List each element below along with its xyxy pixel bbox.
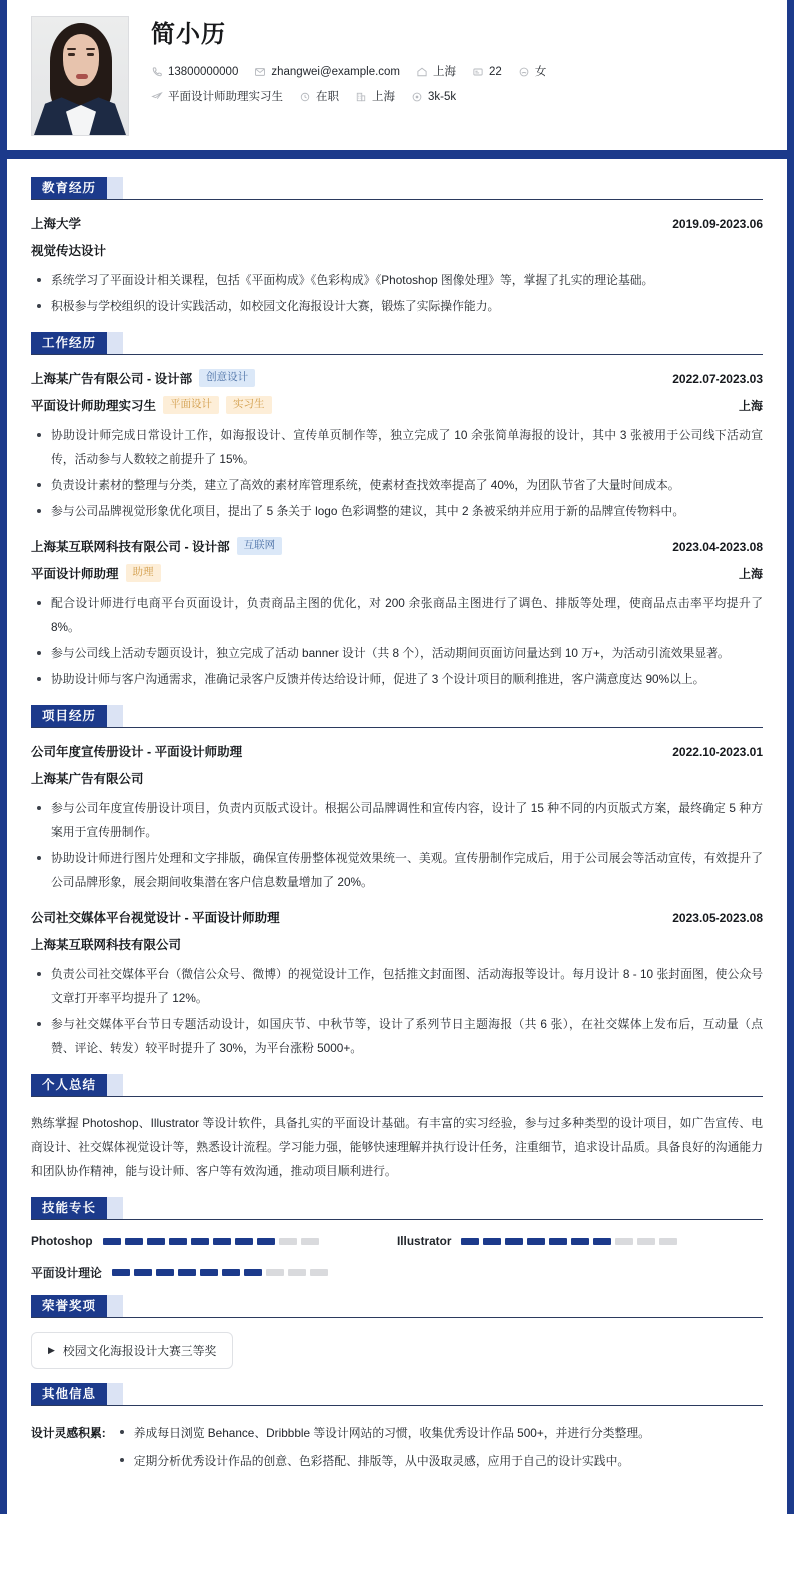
section-header-other bbox=[31, 1383, 763, 1406]
triangle-right-icon: ▶ bbox=[48, 1345, 55, 1355]
paper-plane-icon bbox=[151, 91, 163, 103]
status-badge: 平面设计 bbox=[163, 396, 219, 414]
skill-segment bbox=[549, 1238, 567, 1245]
skill-segment bbox=[571, 1238, 589, 1245]
work-location: 上海 bbox=[738, 567, 763, 581]
skill-segment bbox=[125, 1238, 143, 1245]
list-item: 积极参与学校组织的设计实践活动，如校园文化海报设计大赛，锻炼了实际操作能力。 bbox=[31, 294, 763, 318]
section-rule bbox=[123, 1295, 763, 1317]
list-item: 负责设计素材的整理与分类，建立了高效的素材库管理系统，使素材查找效率提高了 40%，为团队节省了大量时间成本。 bbox=[31, 473, 763, 497]
section-rule bbox=[123, 1383, 763, 1405]
list-item: 协助设计师完成日常设计工作，如海报设计、宣传单页制作等，独立完成了 10 余张简单海报的设计，其中 3 张被用于公司线下活动宣传，活动参与人数较之前提升了 15%。 bbox=[31, 423, 763, 471]
project-company: 上海某互联网科技有限公司 bbox=[31, 938, 182, 952]
status-badge: 创意设计 bbox=[199, 369, 255, 387]
list-item: 参与公司线上活动专题页设计，独立完成了活动 banner 设计（共 8 个），活动期间页面访问量达到 10 万+，为活动引流效果显著。 bbox=[31, 641, 763, 665]
project-bullets bbox=[31, 962, 763, 1060]
skill-segment bbox=[310, 1269, 328, 1276]
education-bullets bbox=[31, 268, 763, 318]
list-item: 参与公司品牌视觉形象优化项目，提出了 5 条关于 logo 色彩调整的建议，其中 2 条被采纳并应用于新的品牌宣传物料中。 bbox=[31, 499, 763, 523]
photo-brow-right bbox=[86, 48, 95, 50]
section-header-projects bbox=[31, 705, 763, 728]
section-rule bbox=[123, 177, 763, 199]
header-main bbox=[151, 16, 763, 114]
skill-segment bbox=[244, 1269, 262, 1276]
candidate-name: 简小历 bbox=[151, 21, 226, 48]
skills-grid bbox=[31, 1234, 763, 1281]
work-role-group bbox=[31, 396, 272, 414]
section-accent bbox=[107, 1074, 123, 1096]
photo-mouth bbox=[76, 74, 88, 79]
resume-body bbox=[7, 159, 787, 1496]
section-title-education: 教育经历 bbox=[31, 177, 107, 199]
other-group-label: 设计灵感积累: bbox=[31, 1426, 106, 1440]
project-title-row bbox=[31, 742, 763, 760]
job-intent-text: 平面设计师助理实习生 bbox=[168, 91, 283, 104]
skill-segment bbox=[169, 1238, 187, 1245]
photo-brow-left bbox=[67, 48, 76, 50]
other-bullets bbox=[114, 1420, 763, 1476]
skill-segment bbox=[637, 1238, 655, 1245]
skill-item bbox=[31, 1264, 397, 1281]
project-title-group bbox=[31, 742, 242, 760]
work-company-group bbox=[31, 369, 255, 387]
other-group bbox=[31, 1420, 763, 1476]
section-accent bbox=[107, 332, 123, 354]
skill-segment bbox=[235, 1238, 253, 1245]
education-entry bbox=[31, 214, 763, 318]
summary-text: 熟练掌握 Photoshop、Illustrator 等设计软件，具备扎实的平面设计基础。有丰富的实习经验，参与过多种类型的设计项目，如广告宣传、电商设计、社交媒体视觉设计等，熟悉设计流程。学习能力强，能够快速理解并执行设计任务，注重细节，追求设计品质。具备良好的沟通能力和团队协作精神，能与设计师、客户等有效沟通，推动项目顺利进行。 bbox=[31, 1116, 763, 1178]
section-accent bbox=[107, 1197, 123, 1219]
section-title-honors: 荣誉奖项 bbox=[31, 1295, 107, 1317]
section-accent bbox=[107, 1295, 123, 1317]
project-company-row bbox=[31, 935, 763, 953]
section-honors bbox=[31, 1295, 763, 1369]
contact-age-text: 22 bbox=[489, 66, 502, 79]
education-school: 上海大学 bbox=[31, 217, 82, 231]
contact-phone-text: 13800000000 bbox=[168, 66, 239, 79]
project-company-row bbox=[31, 769, 763, 787]
section-header-summary bbox=[31, 1074, 763, 1097]
contact-email bbox=[254, 64, 400, 80]
section-rule bbox=[123, 1197, 763, 1219]
job-status-text: 在职 bbox=[316, 91, 339, 104]
work-role: 平面设计师助理 bbox=[31, 567, 119, 581]
project-date: 2023.05-2023.08 bbox=[672, 911, 763, 925]
project-title-row bbox=[31, 908, 763, 926]
section-skills bbox=[31, 1197, 763, 1281]
skill-segment bbox=[483, 1238, 501, 1245]
skill-segment bbox=[147, 1238, 165, 1245]
section-rule bbox=[123, 1074, 763, 1096]
work-company: 上海某互联网科技有限公司 - 设计部 bbox=[31, 540, 230, 554]
contact-row-primary bbox=[151, 64, 763, 80]
status-badge: 助理 bbox=[126, 564, 161, 582]
section-summary bbox=[31, 1074, 763, 1183]
list-item: 配合设计师进行电商平台页面设计，负责商品主图的优化，对 200 余张商品主图进行了调色、排版等处理，使商品点击率平均提升了 8%。 bbox=[31, 591, 763, 639]
section-rule bbox=[123, 332, 763, 354]
skill-segment bbox=[213, 1238, 231, 1245]
job-city bbox=[355, 89, 395, 105]
gender-icon bbox=[518, 66, 530, 78]
mail-icon bbox=[254, 66, 266, 78]
list-item: 参与公司年度宣传册设计项目，负责内页版式设计。根据公司品牌调性和宣传内容，设计了 15 种不同的内页版式方案，最终确定 5 种方案用于宣传册制作。 bbox=[31, 796, 763, 844]
honor-text: 校园文化海报设计大赛三等奖 bbox=[62, 1344, 217, 1358]
expected-salary-text: 3k-5k bbox=[428, 91, 457, 104]
skill-segment bbox=[279, 1238, 297, 1245]
skill-segment bbox=[659, 1238, 677, 1245]
work-role-group bbox=[31, 564, 161, 582]
project-bullets bbox=[31, 796, 763, 894]
education-school-group bbox=[31, 214, 81, 232]
section-title-skills: 技能专长 bbox=[31, 1197, 107, 1219]
project-title-group bbox=[31, 908, 280, 926]
status-badge: 互联网 bbox=[237, 537, 283, 555]
work-role: 平面设计师助理实习生 bbox=[31, 399, 157, 413]
section-title-work: 工作经历 bbox=[31, 332, 107, 354]
work-company-row bbox=[31, 369, 763, 387]
avatar bbox=[31, 16, 129, 136]
skill-segment bbox=[257, 1238, 275, 1245]
section-title-summary: 个人总结 bbox=[31, 1074, 107, 1096]
section-accent bbox=[107, 1383, 123, 1405]
phone-icon bbox=[151, 66, 163, 78]
project-name: 公司年度宣传册设计 - 平面设计师助理 bbox=[31, 745, 243, 759]
work-company-group bbox=[31, 537, 282, 555]
skill-segment bbox=[266, 1269, 284, 1276]
skill-segment bbox=[527, 1238, 545, 1245]
skill-level-bar bbox=[461, 1238, 677, 1245]
skill-segment bbox=[191, 1238, 209, 1245]
skill-segment bbox=[288, 1269, 306, 1276]
list-item: 定期分析优秀设计作品的创意、色彩搭配、排版等，从中汲取灵感，应用于自己的设计实践中。 bbox=[114, 1448, 763, 1474]
list-item: 协助设计师进行图片处理和文字排版，确保宣传册整体视觉效果统一、美观。宣传册制作完成后，用于公司展会等活动宣传，有效提升了公司品牌形象，展会期间收集潜在客户信息数量增加了 20%。 bbox=[31, 846, 763, 894]
list-item: 养成每日浏览 Behance、Dribbble 等设计网站的习惯，收集优秀设计作品 500+，并进行分类整理。 bbox=[114, 1420, 763, 1446]
education-major: 视觉传达设计 bbox=[31, 244, 107, 258]
work-entry bbox=[31, 369, 763, 523]
skill-label: Photoshop bbox=[31, 1234, 93, 1248]
project-company: 上海某广告有限公司 bbox=[31, 772, 144, 786]
contact-row-secondary bbox=[151, 89, 763, 105]
skill-label: 平面设计理论 bbox=[31, 1266, 102, 1280]
skill-level-bar bbox=[103, 1238, 319, 1245]
contact-age bbox=[472, 64, 502, 80]
status-circle-icon bbox=[299, 91, 311, 103]
list-item: 系统学习了平面设计相关课程，包括《平面构成》《色彩构成》《Photoshop 图像处理》等，掌握了扎实的理论基础。 bbox=[31, 268, 763, 292]
project-entry bbox=[31, 742, 763, 894]
section-projects bbox=[31, 705, 763, 1060]
work-bullets bbox=[31, 423, 763, 523]
section-header-skills bbox=[31, 1197, 763, 1220]
contact-hometown bbox=[416, 64, 456, 80]
skill-segment bbox=[134, 1269, 152, 1276]
skill-label: Illustrator bbox=[397, 1234, 452, 1248]
skill-segment bbox=[178, 1269, 196, 1276]
skill-segment bbox=[461, 1238, 479, 1245]
education-major-row bbox=[31, 241, 763, 259]
skill-level-bar bbox=[112, 1269, 328, 1276]
skill-item bbox=[31, 1234, 397, 1248]
education-date: 2019.09-2023.06 bbox=[672, 217, 763, 231]
section-accent bbox=[107, 705, 123, 727]
work-bullets bbox=[31, 591, 763, 691]
id-card-icon bbox=[472, 66, 484, 78]
work-entry bbox=[31, 537, 763, 691]
work-role-row bbox=[31, 564, 763, 582]
skill-segment bbox=[112, 1269, 130, 1276]
section-education bbox=[31, 177, 763, 318]
building-icon bbox=[355, 91, 367, 103]
home-icon bbox=[416, 66, 428, 78]
skill-segment bbox=[222, 1269, 240, 1276]
education-entry-header bbox=[31, 214, 763, 232]
honor-list bbox=[31, 1332, 763, 1369]
section-header-work bbox=[31, 332, 763, 355]
skill-segment bbox=[615, 1238, 633, 1245]
skill-segment bbox=[593, 1238, 611, 1245]
contact-gender-text: 女 bbox=[534, 66, 547, 79]
work-date: 2023.04-2023.08 bbox=[672, 540, 763, 554]
skill-item bbox=[397, 1234, 763, 1248]
skill-segment bbox=[301, 1238, 319, 1245]
resume-header bbox=[7, 0, 787, 159]
section-header-honors bbox=[31, 1295, 763, 1318]
section-title-projects: 项目经历 bbox=[31, 705, 107, 727]
work-date: 2022.07-2023.03 bbox=[672, 372, 763, 386]
honor-card[interactable] bbox=[31, 1332, 233, 1369]
skill-segment bbox=[156, 1269, 174, 1276]
expected-salary bbox=[411, 89, 456, 105]
list-item: 负责公司社交媒体平台（微信公众号、微博）的视觉设计工作，包括推文封面图、活动海报等设计。每月设计 8 - 10 张封面图，使公众号文章打开率平均提升了 12%。 bbox=[31, 962, 763, 1010]
list-item: 协助设计师与客户沟通需求，准确记录客户反馈并传达给设计师，促进了 3 个设计项目的顺利推进，客户满意度达 90%以上。 bbox=[31, 667, 763, 691]
job-intent bbox=[151, 89, 283, 105]
contact-gender bbox=[518, 64, 547, 80]
section-work bbox=[31, 332, 763, 691]
section-header-education bbox=[31, 177, 763, 200]
contact-email-text: zhangwei@example.com bbox=[271, 66, 401, 79]
project-entry bbox=[31, 908, 763, 1060]
section-title-other: 其他信息 bbox=[31, 1383, 107, 1405]
job-status bbox=[299, 89, 339, 105]
work-role-row bbox=[31, 396, 763, 414]
skill-segment bbox=[103, 1238, 121, 1245]
contact-hometown-text: 上海 bbox=[433, 66, 457, 79]
work-company-row bbox=[31, 537, 763, 555]
status-badge: 实习生 bbox=[226, 396, 272, 414]
section-accent bbox=[107, 177, 123, 199]
list-item: 参与社交媒体平台节日专题活动设计，如国庆节、中秋节等，设计了系列节日主题海报（共 6 张），在社交媒体上发布后，互动量（点赞、评论、转发）较平时提升了 30%，为平台涨粉 5000+。 bbox=[31, 1012, 763, 1060]
project-date: 2022.10-2023.01 bbox=[672, 745, 763, 759]
salary-target-icon bbox=[411, 91, 423, 103]
work-location: 上海 bbox=[738, 399, 763, 413]
skill-segment bbox=[505, 1238, 523, 1245]
job-city-text: 上海 bbox=[372, 91, 395, 104]
photo-eye-left bbox=[68, 53, 75, 56]
contact-phone bbox=[151, 64, 238, 80]
section-rule bbox=[123, 705, 763, 727]
project-name: 公司社交媒体平台视觉设计 - 平面设计师助理 bbox=[31, 911, 280, 925]
work-company: 上海某广告有限公司 - 设计部 bbox=[31, 372, 193, 386]
section-other bbox=[31, 1383, 763, 1476]
skill-segment bbox=[200, 1269, 218, 1276]
photo-eye-right bbox=[87, 53, 94, 56]
